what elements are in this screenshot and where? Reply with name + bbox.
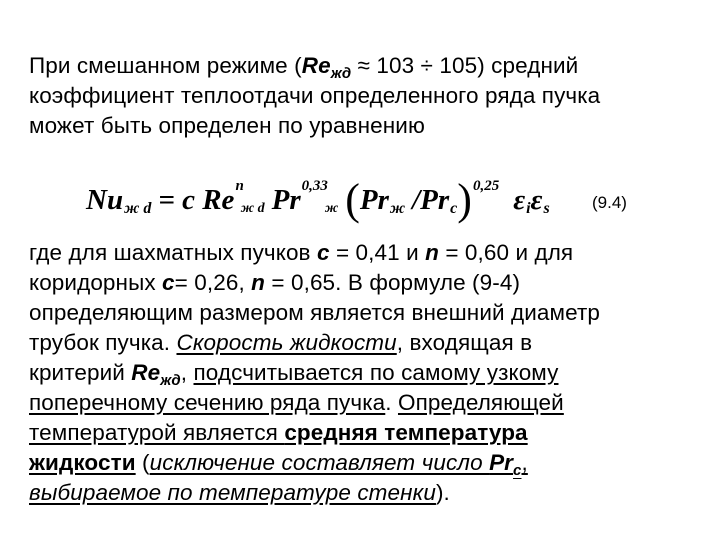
text-segment: коридорных <box>29 270 163 295</box>
explanation-line-5 <box>29 358 600 388</box>
text-segment: ≈ 103 ÷ 105) средний <box>351 53 579 78</box>
text-segment: ( <box>135 450 150 475</box>
prandtl-symbol: Pr <box>489 450 514 475</box>
intro-line-3: может быть определен по уравнению <box>29 113 425 138</box>
text-segment: При смешанном режиме ( <box>29 53 302 78</box>
explanation-paragraph <box>29 238 600 508</box>
prandtl-exponent: 0,33 <box>301 177 328 194</box>
text-segment: . <box>385 390 398 415</box>
text-segment: где для шахматных пучков <box>29 240 317 265</box>
fluid-emphasis: жидкости <box>29 450 136 475</box>
fluid-velocity-link: Скорость жидкости <box>176 330 397 355</box>
ratio-exponent: 0,25 <box>472 177 500 194</box>
coef-c: с <box>162 270 175 295</box>
epsilon-s-subscript: s <box>543 200 550 217</box>
text-segment: = 0,60 и для <box>438 240 574 265</box>
prandtl-subscript: с <box>513 462 522 479</box>
explanation-line-9 <box>29 478 600 508</box>
intro-line-2: коэффициент теплоотдачи определенного ряда пучка <box>29 83 601 108</box>
coef-n: n <box>251 270 266 295</box>
reynolds-subscript: жд <box>330 65 352 82</box>
prandtl-symbol: Pr <box>271 183 301 216</box>
underlined-text: Определяющей <box>397 390 564 415</box>
explanation-line-1 <box>29 238 600 268</box>
reynolds-subscript: жд <box>160 372 181 389</box>
underlined-text: температурой является <box>29 420 285 445</box>
intro-paragraph <box>29 51 600 141</box>
nusselt-subscript: ж d <box>124 200 152 217</box>
coef-c: с <box>316 240 330 265</box>
text-segment: критерий <box>29 360 132 385</box>
nusselt-symbol: Nu <box>86 183 124 216</box>
explanation-line-2 <box>29 268 600 298</box>
text-segment: трубок пучка. <box>29 330 177 355</box>
text-segment: = 0,41 и <box>329 240 426 265</box>
text-segment: , <box>180 360 194 385</box>
text-segment: , входящая в <box>396 330 533 355</box>
text-segment: ). <box>435 480 450 505</box>
equation-number: (9.4) <box>592 193 627 212</box>
text-segment: = 0,26, <box>174 270 252 295</box>
epsilon-symbol: ε <box>513 183 526 216</box>
prandtl-fluid: Pr <box>359 183 389 216</box>
text-segment: , <box>521 450 528 475</box>
underlined-text: поперечному сечению ряда пучка <box>29 390 386 415</box>
prandtl-fluid-subscript: ж <box>389 200 406 217</box>
text-segment: = 0,65. В формуле (9-4) <box>265 270 521 295</box>
wall-temperature-text: выбираемое по температуре стенки <box>29 480 436 505</box>
intro-line-1 <box>29 51 600 81</box>
explanation-line-3: определяющим размером является внешний диаметр <box>29 300 600 325</box>
explanation-line-8 <box>29 448 600 478</box>
explanation-line-4 <box>29 328 600 358</box>
underlined-text: подсчитывается по самому узкому <box>193 360 559 385</box>
reynolds-symbol: Re <box>131 360 161 385</box>
mean-temperature-emphasis: средняя температура <box>284 420 528 445</box>
equals-c-re: = c Re <box>158 183 235 216</box>
explanation-line-6 <box>29 388 600 418</box>
explanation-line-7 <box>29 418 600 448</box>
reynolds-symbol: Re <box>301 53 331 78</box>
equation-9-4: Nu ж d = c Re n ж d Pr 0,33 ж ( Pr ж /Pr с ) 0,25 ε i ε s <box>86 175 550 224</box>
re-exponent: n <box>235 177 244 194</box>
coef-n: n <box>425 240 439 265</box>
prandtl-subscript: ж <box>324 201 339 216</box>
prandtl-wall-subscript: с <box>450 200 458 217</box>
epsilon-i-subscript: i <box>526 200 531 217</box>
re-subscript: ж d <box>240 201 265 216</box>
prandtl-wall: /Pr <box>412 183 450 216</box>
epsilon-symbol-2: ε <box>530 183 543 216</box>
exception-text: исключение составляет число <box>149 450 490 475</box>
